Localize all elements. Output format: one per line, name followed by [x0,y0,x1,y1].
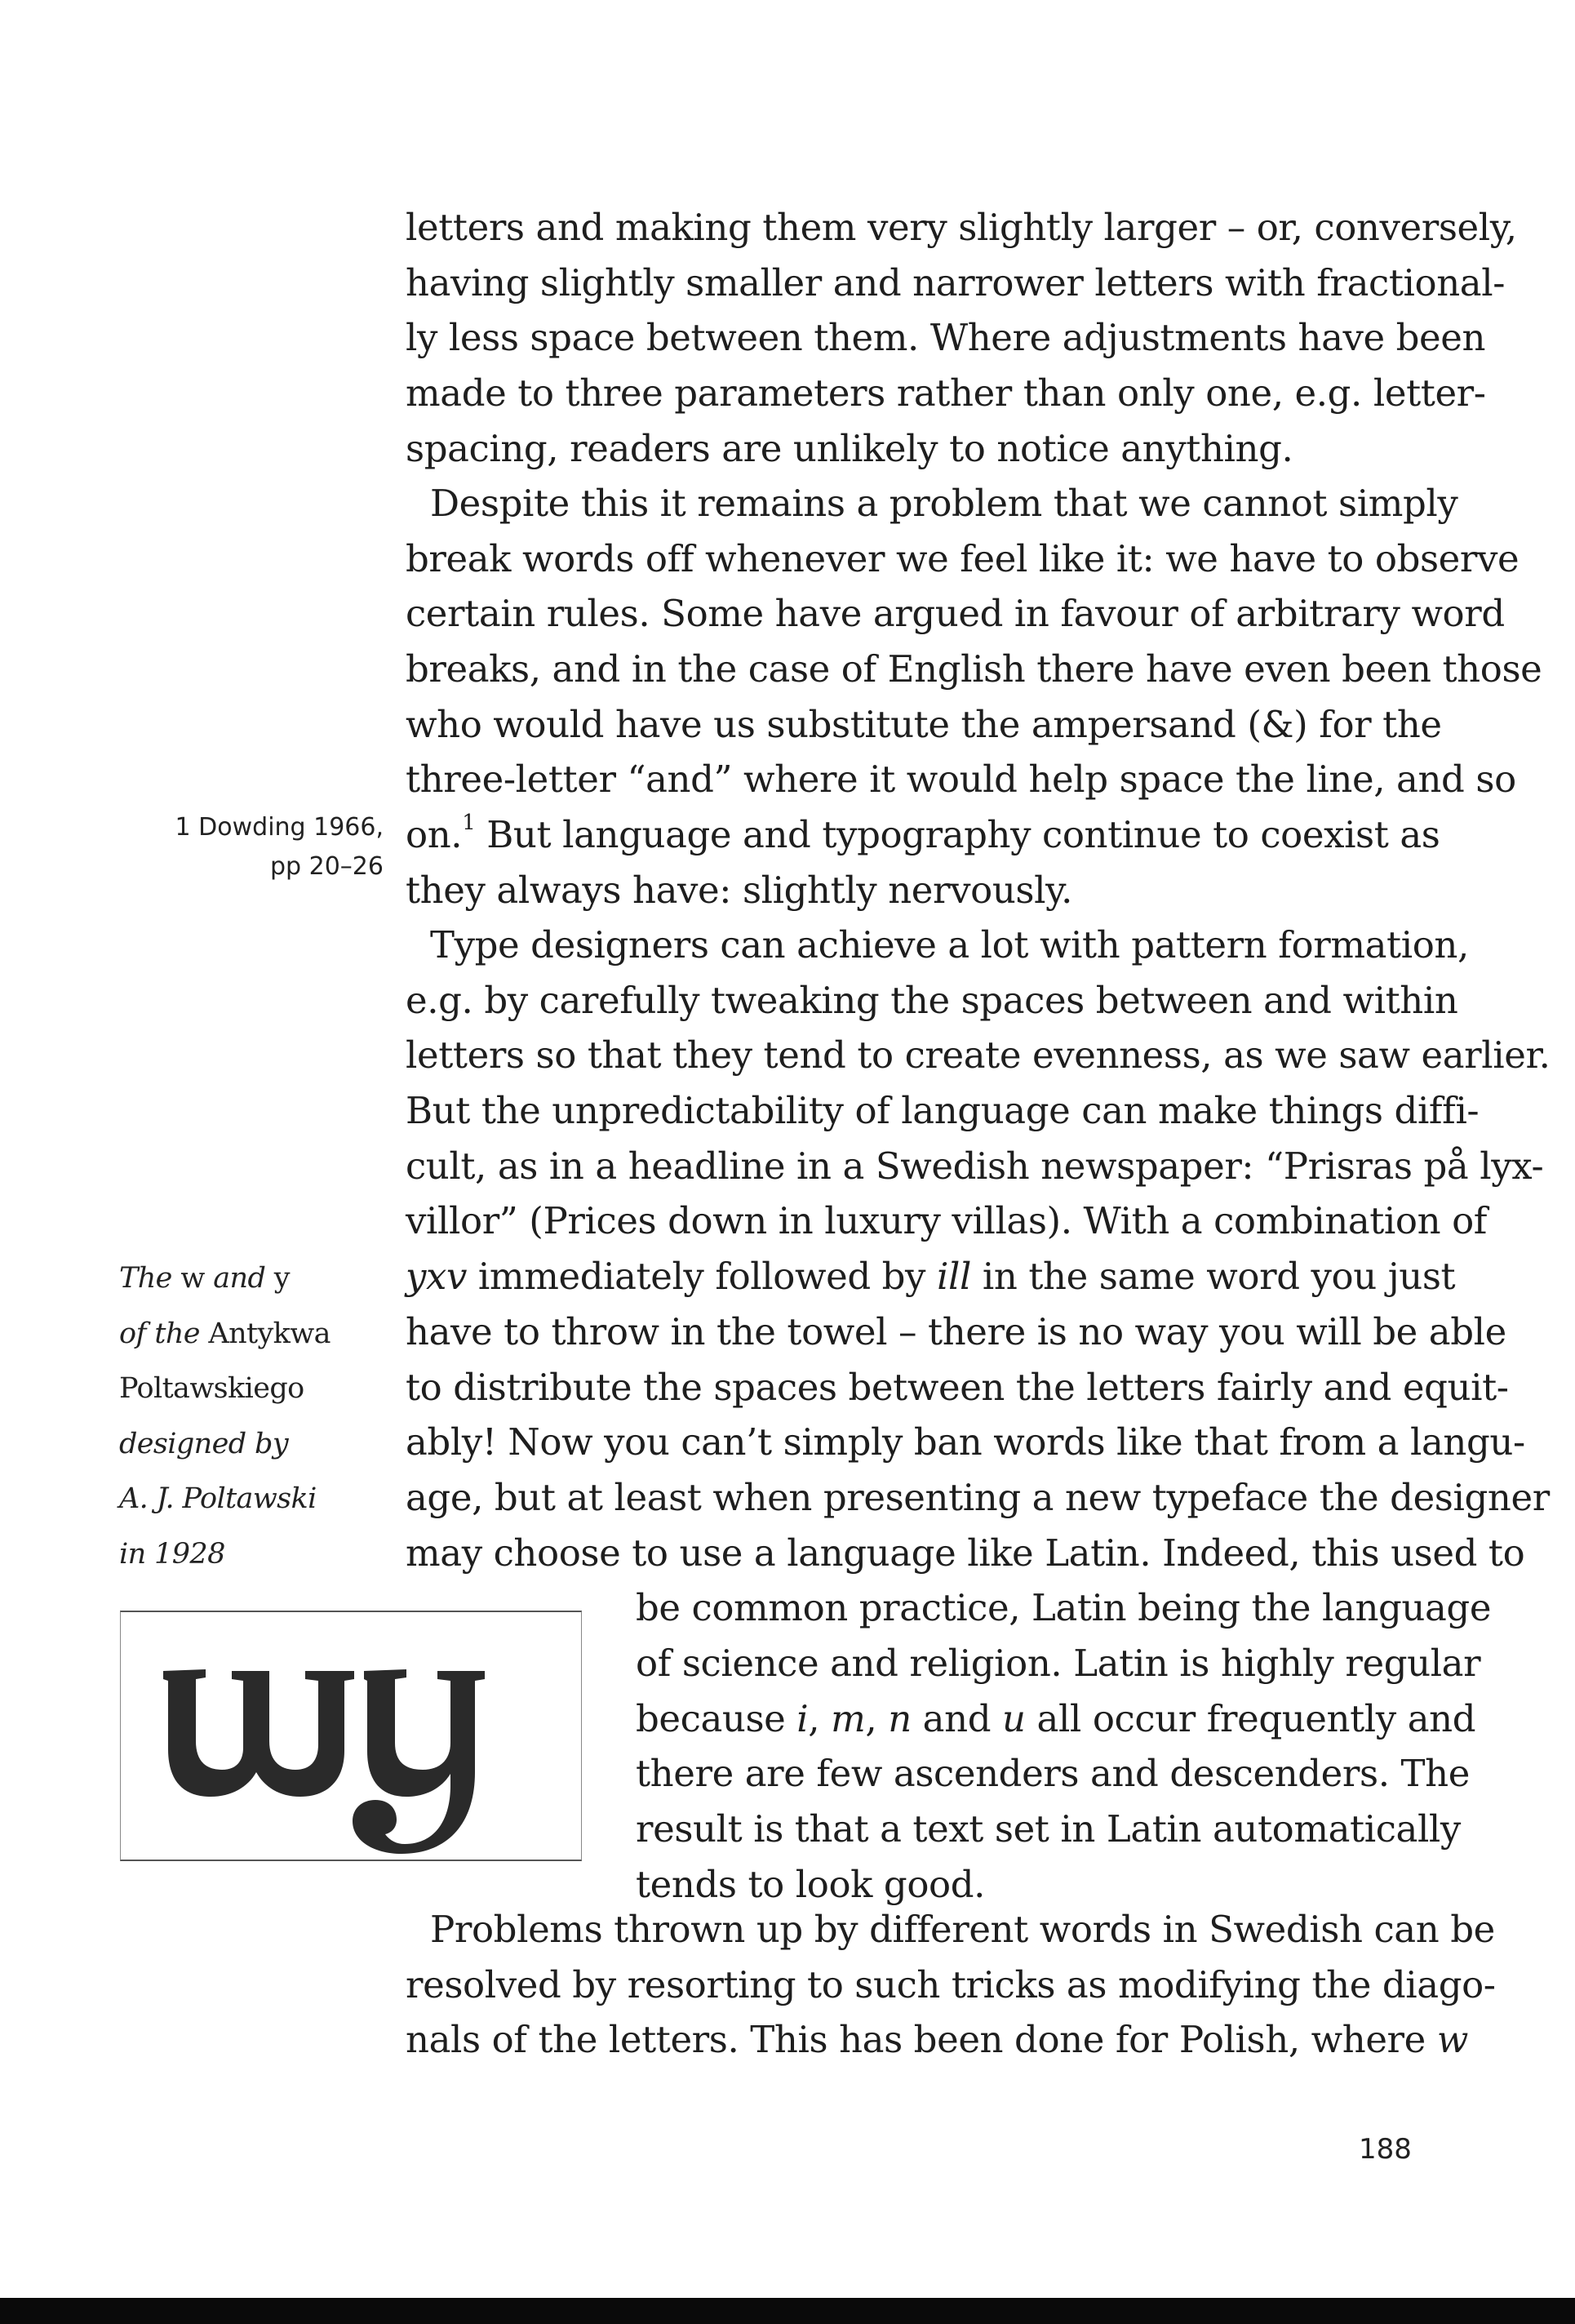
caption-line [119,1417,388,1473]
text-fragment: , [808,1696,832,1740]
text-fragment: and [911,1696,1003,1740]
text-line: be common practice, Latin being the language [636,1586,1492,1630]
text-line: But the unpredictability of language can make things diffi- [406,1089,1480,1133]
caption-italic: A. J. Poltawski [119,1482,317,1516]
text-line: have to throw in the towel – there is no way you will be able [406,1309,1506,1353]
text-line: certain rules. Some have argued in favour of arbitrary word [406,592,1505,636]
caption-roman: y [265,1262,290,1295]
text-line: cult, as in a headline in a Swedish newspaper: “Prisras på lyx- [406,1144,1544,1188]
caption-italic: and [213,1262,266,1295]
body-paragraph-1 [406,200,1517,476]
text-line: letters and making them very slightly larger – or, conversely, [406,206,1517,249]
caption-line [119,1527,388,1583]
text-line: three-letter “and” where it would help space the line, and so [406,758,1516,802]
italic-word: ill [936,1255,971,1299]
caption-italic: in 1928 [119,1537,225,1571]
footnote-line: pp 20–26 [270,852,384,881]
text-line: tends to look good. [636,1862,986,1906]
text-fragment: because [636,1696,797,1740]
caption-italic: designed by [119,1427,289,1460]
italic-word: yxv [406,1255,468,1299]
page-number: 188 [1359,2133,1412,2166]
text-fragment: nals of the letters. This has been done for Polish, where [406,2018,1437,2062]
text-line: ly less space between them. Where adjustments have been [406,316,1486,360]
text-fragment: immediately followed by [467,1255,937,1299]
text-line: Problems thrown up by different words in Swedish can be [430,1908,1495,1951]
text-fragment: But language and typography continue to coexist as [475,813,1440,857]
italic-letter: u [1002,1696,1026,1740]
caption-line [119,1251,388,1307]
text-fragment: all occur frequently and [1025,1696,1476,1740]
body-paragraph-2 [406,476,1542,918]
text-line: Type designers can achieve a lot with pattern formation, [430,923,1469,966]
italic-letter: n [888,1696,912,1740]
caption-italic: The [119,1262,172,1295]
italic-letter: i [796,1696,809,1740]
text-line: there are few ascenders and descenders. The [636,1752,1470,1796]
text-line: may choose to use a language like Latin. Indeed, this used to [406,1531,1525,1575]
text-line: breaks, and in the case of English there have even been those [406,647,1542,691]
text-fragment: , [865,1696,889,1740]
text-line: age, but at least when presenting a new typeface the designer [406,1475,1550,1519]
figure-caption [119,1251,388,1583]
text-line: e.g. by carefully tweaking the spaces between and within [406,978,1458,1022]
scan-edge-bar [0,2298,1575,2324]
text-line-with-footnote [406,807,1458,863]
text-line: Despite this it remains a problem that we cannot simply [430,482,1458,525]
caption-roman: Antykwa [199,1317,331,1350]
text-line: spacing, readers are unlikely to notice anything. [406,426,1293,470]
text-line: ably! Now you can’t simply ban words like that from a langu- [406,1420,1525,1464]
caption-line [119,1472,388,1527]
typeface-specimen-figure [120,1611,582,1861]
text-fragment: in the same word you just [970,1255,1456,1299]
glyph-y [353,1669,485,1854]
text-line: of science and religion. Latin is highly regular [636,1641,1481,1685]
italic-letter: m [831,1696,866,1740]
footnote-marker: 1 [462,811,476,836]
text-line: break words off whenever we feel like it: we have to observe [406,536,1520,580]
footnote-line: 1 Dowding 1966, [175,813,384,842]
text-line [406,2012,1468,2068]
caption-line: Poltawskiego [119,1372,304,1406]
text-line: they always have: slightly nervously. [406,868,1073,912]
text-line [406,1249,1458,1304]
text-line: resolved by resorting to such tricks as modifying the diago- [406,1962,1496,2006]
glyph-w [163,1669,354,1797]
italic-letter: w [1436,2018,1468,2062]
wy-glyph-illustration [121,1612,583,1863]
body-paragraph-4 [406,1902,1496,2068]
text-line: made to three parameters rather than only one, e.g. letter- [406,371,1486,415]
margin-footnote [122,808,384,886]
text-fragment: on. [406,813,463,857]
text-line: who would have us substitute the ampersand (&) for the [406,702,1442,746]
text-line: letters so that they tend to create evenness, as we saw earlier. [406,1033,1551,1078]
text-line: having slightly smaller and narrower letters with fractional- [406,260,1506,304]
text-line: villor” (Prices down in luxury villas). With a combination of [406,1199,1488,1243]
caption-roman: w [171,1262,214,1295]
caption-line [119,1307,388,1362]
text-line: result is that a text set in Latin automatically [636,1807,1461,1851]
caption-italic: of the [119,1317,200,1350]
text-line: to distribute the spaces between the letters fairly and equit- [406,1365,1509,1409]
